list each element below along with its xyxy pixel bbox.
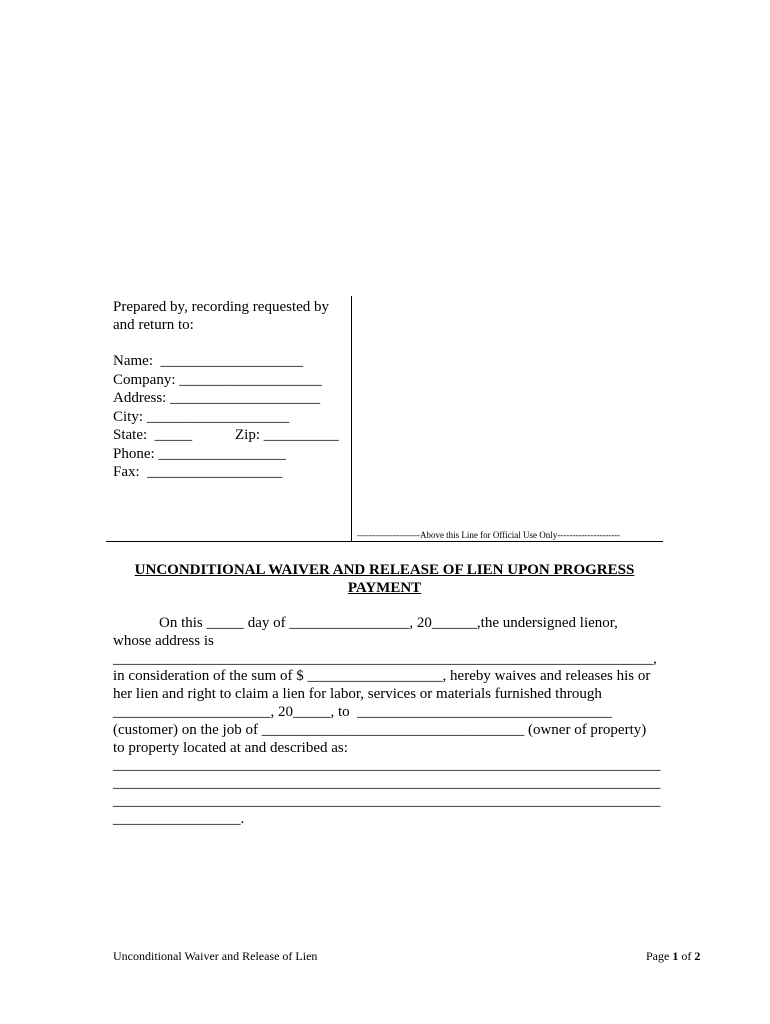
body-line-12: _________________. bbox=[113, 811, 245, 827]
body-line-8: to property located at and described as: bbox=[113, 740, 348, 756]
zip-field: Zip: __________ bbox=[235, 427, 339, 443]
company-field: Company: ___________________ bbox=[113, 372, 322, 388]
phone-field: Phone: _________________ bbox=[113, 446, 286, 462]
body-line-2: whose address is bbox=[113, 633, 214, 649]
page-number bbox=[646, 949, 700, 963]
body-line-4: in consideration of the sum of $ __________________, hereby waives and releases his or bbox=[113, 668, 651, 684]
page-total: 2 bbox=[694, 949, 701, 963]
footer-title: Unconditional Waiver and Release of Lien bbox=[113, 949, 318, 963]
prepared-by-return: and return to: bbox=[113, 317, 194, 333]
body-line-7: (customer) on the job of ___________________________________ (owner of property) bbox=[113, 722, 647, 738]
city-field: City: ___________________ bbox=[113, 409, 290, 425]
recording-divider-vertical bbox=[351, 296, 352, 542]
body-line-3: ________________________________________________________________________, bbox=[113, 651, 657, 667]
official-use-label: ---------------------Above this Line for Official Use Only--------------------- bbox=[357, 530, 621, 540]
body-line-10: _________________________________________________________________________ bbox=[113, 775, 661, 791]
page-of: of bbox=[678, 949, 695, 963]
body-line-1: On this _____ day of ________________, 20______,the undersigned lienor, bbox=[159, 615, 618, 631]
address-field: Address: ____________________ bbox=[113, 390, 321, 406]
document-title: UNCONDITIONAL WAIVER AND RELEASE OF LIEN UPON PROGRESS PAYMENT bbox=[134, 562, 635, 596]
page-current: 1 bbox=[672, 949, 679, 963]
recording-divider-horizontal bbox=[106, 541, 663, 542]
page-prefix: Page bbox=[646, 949, 673, 963]
name-field: Name: ___________________ bbox=[113, 353, 303, 369]
state-field: State: _____ bbox=[113, 427, 193, 443]
fax-field: Fax: __________________ bbox=[113, 464, 283, 480]
body-line-6: _____________________, 20_____, to __________________________________ bbox=[113, 704, 613, 720]
body-line-5: her lien and right to claim a lien for labor, services or materials furnished through bbox=[113, 686, 602, 702]
body-line-11: _________________________________________________________________________ bbox=[113, 793, 661, 809]
prepared-by-heading: Prepared by, recording requested by bbox=[113, 299, 330, 315]
body-line-9: _________________________________________________________________________ bbox=[113, 757, 661, 773]
